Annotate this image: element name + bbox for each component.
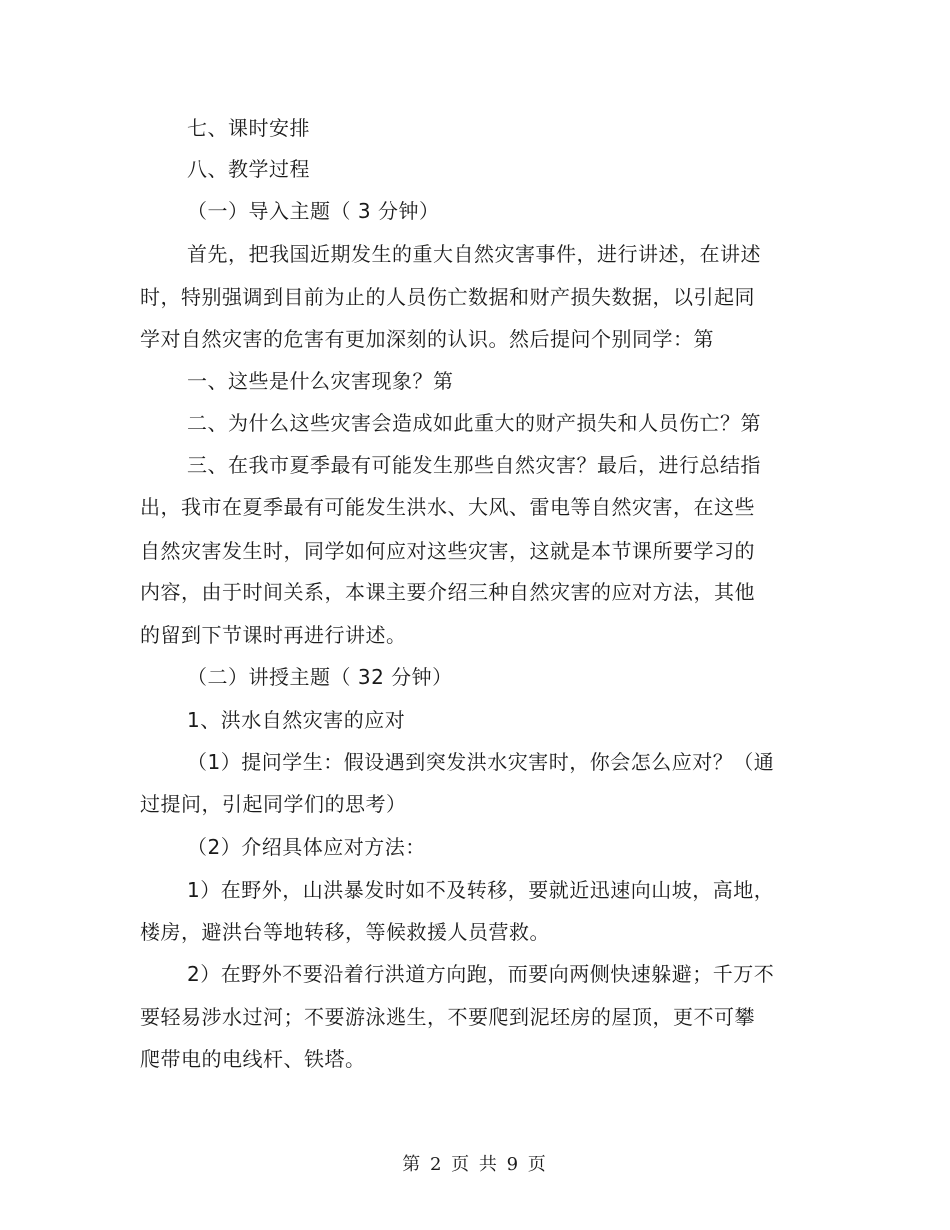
paragraph-line: 楼房，避洪台等地转移，等候救援人员营救。 [140,920,550,944]
paragraph-line: 首先，把我国近期发生的重大自然灾害事件，进行讲述，在讲述 [187,242,761,266]
heading-teaching-process: 八、教学过程 [187,157,310,181]
paragraph-line: 要轻易涉水过河；不要游泳逃生，不要爬到泥坯房的屋顶，更不可攀 [140,1005,755,1029]
paragraph-line: （1）提问学生：假设遇到突发洪水灾害时，你会怎么应对？（通 [187,750,775,774]
paragraph-line: 1）在野外，山洪暴发时如不及转移，要就近迅速向山坡，高地， [187,878,775,902]
paragraph-line: 爬带电的电线杆、铁塔。 [140,1047,366,1071]
subheading-lecture-topic: （二）讲授主题（ 32 分钟） [187,665,453,689]
paragraph-line: （2）介绍具体应对方法： [187,835,426,859]
paragraph-line: 的留到下节课时再进行讲述。 [140,623,407,647]
paragraph-line: 一、这些是什么灾害现象？第 [187,369,454,393]
paragraph-line: 二、为什么这些灾害会造成如此重大的财产损失和人员伤亡？第 [187,411,761,435]
heading-class-schedule: 七、课时安排 [187,116,310,140]
paragraph-line: 自然灾害发生时，同学如何应对这些灾害，这就是本节课所要学习的 [140,539,755,563]
paragraph-line: 出，我市在夏季最有可能发生洪水、大风、雷电等自然灾害，在这些 [140,495,755,519]
paragraph-line: 学对自然灾害的危害有更加深刻的认识。然后提问个别同学：第 [140,327,714,351]
paragraph-line: 内容，由于时间关系，本课主要介绍三种自然灾害的应对方法，其他 [140,580,755,604]
page-number-footer: 第 2 页 共 9 页 [402,1154,548,1175]
subheading-intro-topic: （一）导入主题（ 3 分钟） [187,199,440,223]
paragraph-line: 时，特别强调到目前为止的人员伤亡数据和财产损失数据，以引起同 [140,285,755,309]
section-flood-response: 1、洪水自然灾害的应对 [187,708,406,732]
paragraph-line: 三、在我市夏季最有可能发生那些自然灾害？最后，进行总结指 [187,453,761,477]
paragraph-line: 2）在野外不要沿着行洪道方向跑，而要向两侧快速躲避；千万不 [187,962,775,986]
paragraph-line: 过提问，引起同学们的思考） [140,792,407,816]
